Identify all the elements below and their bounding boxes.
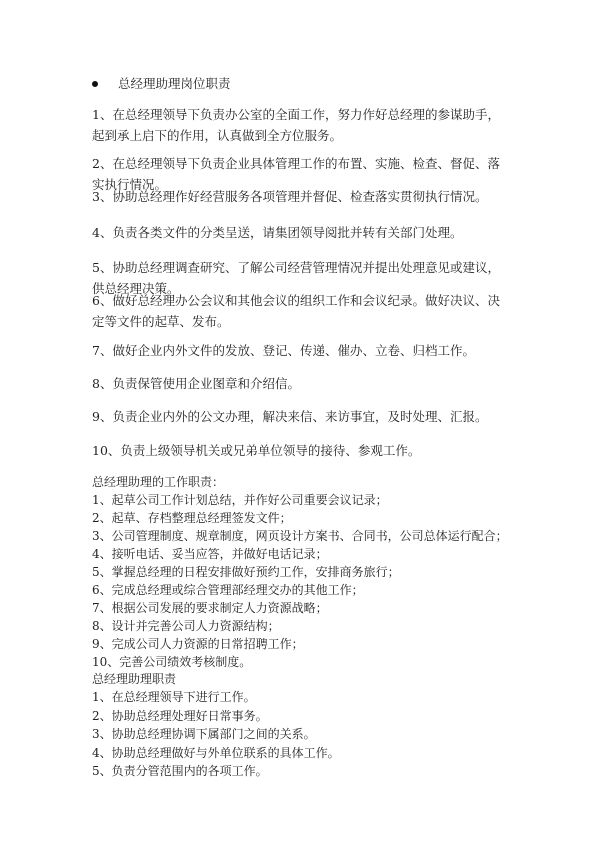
section2-list <box>92 491 508 671</box>
section1-title: 总经理助理岗位职责 <box>118 76 231 91</box>
list-item: 3、公司管理制度、规章制度，网页设计方案书、合同书，公司总体运行配合； <box>92 529 508 543</box>
duty-item: 5、协助总经理调查研究、了解公司经营管理情况并提出处理意见或建议，供总经理决策。 <box>92 260 500 296</box>
list-item: 6、完成总经理或综合管理部经理交办的其他工作； <box>92 583 364 597</box>
list-item: 1、起草公司工作计划总结，并作好公司重要会议记录； <box>92 493 388 507</box>
section3-list <box>92 688 340 781</box>
list-item: 2、起草、存档整理总经理签发文件； <box>92 511 292 525</box>
list-item: 3、协助总经理协调下属部门之间的关系。 <box>92 727 316 741</box>
duty-item: 3、协助总经理作好经营服务各项管理并督促、检查落实贯彻执行情况。 <box>92 189 488 204</box>
list-item: 10、完善公司绩效考核制度。 <box>92 655 252 669</box>
list-item: 1、在总经理领导下进行工作。 <box>92 690 256 704</box>
list-item: 8、设计并完善公司人力资源结构； <box>92 619 280 633</box>
section2-title: 总经理助理的工作职责： <box>92 475 225 489</box>
duty-item: 7、做好企业内外文件的发放、登记、传递、催办、立卷、归档工作。 <box>92 343 475 358</box>
duty-item: 10、负责上级领导机关或兄弟单位领导的接待、参观工作。 <box>92 443 421 458</box>
list-item: 5、负责分管范围内的各项工作。 <box>92 764 268 778</box>
duty-item: 9、负责企业内外的公文办理，解决来信、来访事宜，及时处理、汇报。 <box>92 409 488 424</box>
bullet-icon <box>92 81 98 87</box>
duty-item: 6、做好总经理办公会议和其他会议的组织工作和会议纪录。做好决议、决定等文件的起草、发布。 <box>92 293 500 329</box>
list-item: 4、接听电话、妥当应答，并做好电话记录； <box>92 547 328 561</box>
list-item: 2、协助总经理处理好日常事务。 <box>92 708 268 723</box>
duty-item: 1、在总经理领导下负责办公室的全面工作，努力作好总经理的参谋助手，起到承上启下的作用，认真做到全方位服务。 <box>92 107 500 143</box>
list-item: 9、完成公司人力资源的日常招聘工作； <box>92 637 304 651</box>
list-item: 5、掌握总经理的日程安排做好预约工作，安排商务旅行； <box>92 565 400 579</box>
section1-heading <box>92 76 231 92</box>
duty-item: 8、负责保管使用企业图章和介绍信。 <box>92 376 300 391</box>
duty-item: 4、负责各类文件的分类呈送，请集团领导阅批并转有关部门处理。 <box>92 225 463 240</box>
list-item: 4、协助总经理做好与外单位联系的具体工作。 <box>92 745 340 760</box>
list-item: 7、根据公司发展的要求制定人力资源战略； <box>92 601 328 615</box>
section3-title: 总经理助理职责 <box>92 672 177 686</box>
duty-item: 2、在总经理领导下负责企业具体管理工作的布置、实施、检查、督促、落实执行情况。 <box>92 156 500 192</box>
